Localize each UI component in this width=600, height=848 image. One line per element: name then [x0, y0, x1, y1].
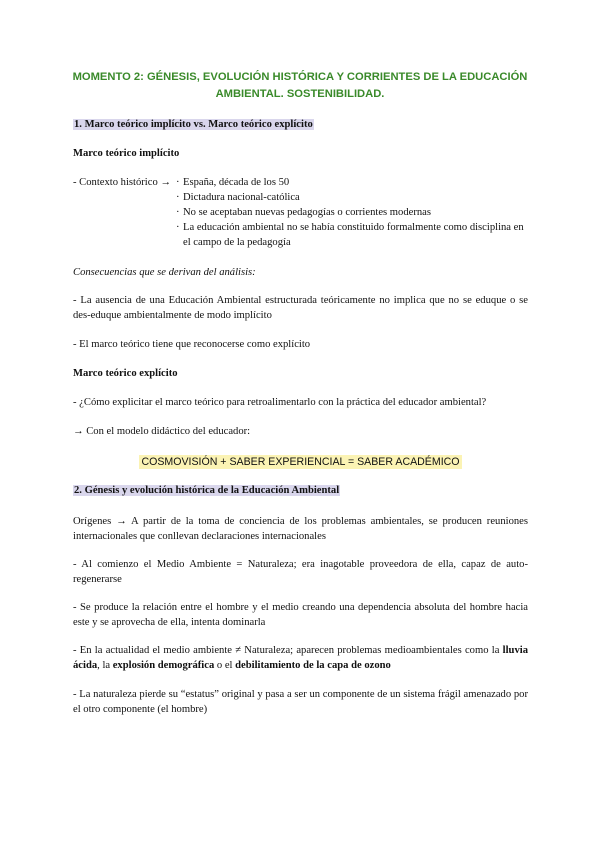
bullet-dot-icon: ·	[176, 222, 180, 233]
context-label: - Contexto histórico →	[73, 177, 171, 188]
bullet-dot-icon: ·	[176, 177, 180, 188]
term-acid-rain: lluvia ácida	[73, 645, 528, 671]
consequence-1: - La ausencia de una Educación Ambiental estructurada teóricamente no implica que no se eduque o se des-eduque ambientalmente de modo implícito	[73, 295, 528, 321]
context-item-text: No se aceptaban nuevas pedagogías o corrientes modernas	[183, 207, 431, 218]
origins-paragraph: Orígenes → A partir de la toma de conciencia de los problemas ambientales, se producen reuniones internacionales que conllevan declaraciones internacionales	[73, 516, 528, 542]
point-3-sep-1: , la	[97, 660, 113, 671]
context-item	[176, 190, 528, 205]
consequence-2: - El marco teórico tiene que reconocerse como explícito	[73, 339, 311, 350]
context-item-text: Dictadura nacional-católica	[183, 192, 300, 203]
formula-highlight: COSMOVISIÓN + SABER EXPERIENCIAL = SABER ACADÉMICO	[141, 456, 460, 468]
context-item	[176, 205, 528, 220]
document-title	[60, 69, 540, 103]
section-2-heading-block	[73, 483, 528, 498]
point-4: - La naturaleza pierde su “estatus” original y pasa a ser un componente de un sistema frágil amenazado por el otro componente (el hombre)	[73, 689, 528, 715]
context-list	[176, 175, 528, 250]
bullet-dot-icon: ·	[176, 192, 180, 203]
bullet-dot-icon: ·	[176, 207, 180, 218]
point-2: - Se produce la relación entre el hombre y el medio creando una dependencia absoluta del hombre hacia este y se aprovecha de ella, intenta dominarla	[73, 602, 528, 628]
term-ozone-depletion: debilitamiento de la capa de ozono	[235, 660, 391, 671]
context-item-text: La educación ambiental no se había constituido formalmente como disciplina en el campo de la pedagogía	[183, 222, 524, 248]
context-item	[176, 220, 528, 250]
section-2-heading: 2. Génesis y evolución histórica de la Educación Ambiental	[74, 485, 340, 496]
consequences-heading: Consecuencias que se derivan del análisis:	[73, 267, 256, 278]
didactic-model: → Con el modelo didáctico del educador:	[73, 426, 251, 437]
section-1-heading-block	[73, 117, 528, 132]
title-line-1: MOMENTO 2: GÉNESIS, EVOLUCIÓN HISTÓRICA Y CORRIENTES DE LA EDUCACIÓN	[72, 71, 528, 83]
implicit-heading: Marco teórico implícito	[73, 148, 180, 159]
explicit-question: - ¿Cómo explicitar el marco teórico para retroalimentarlo con la práctica del educador ambiental?	[73, 397, 487, 408]
section-1-heading: 1. Marco teórico implícito vs. Marco teórico explícito	[74, 119, 313, 130]
explicit-heading: Marco teórico explícito	[73, 368, 178, 379]
term-population-explosion: explosión demográfica	[112, 660, 215, 671]
point-3-sep-2: o el	[214, 660, 236, 671]
point-3-prefix: - En la actualidad el medio ambiente ≠ Naturaleza; aparecen problemas medioambientales como la	[73, 645, 503, 656]
point-3	[73, 643, 528, 673]
point-1: - Al comienzo el Medio Ambiente = Naturaleza; era inagotable proveedora de ella, capaz de auto-regenerarse	[73, 559, 528, 585]
formula-block	[73, 452, 528, 470]
title-line-2: AMBIENTAL. SOSTENIBILIDAD.	[215, 88, 385, 100]
context-item	[176, 175, 528, 190]
context-item-text: España, década de los 50	[183, 177, 290, 188]
